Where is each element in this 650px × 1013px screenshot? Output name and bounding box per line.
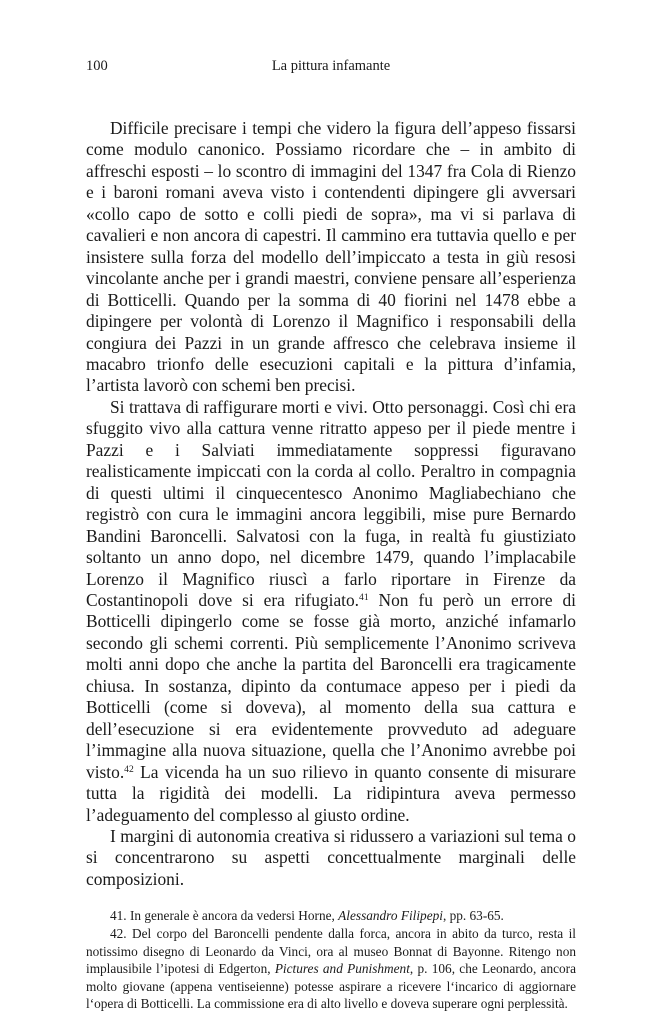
paragraph-3: I margini di autonomia creativa si ridussero a variazioni sul tema o si concentrarono su aspetti concettualmente marginali delle composizioni. (86, 825, 576, 889)
paragraph-2-part-3: La vicenda ha un suo rilievo in quanto consente di misurare tutta la rigidità dei modelli. La ridipintura aveva permesso l’adeguamento del complesso al giusto ordine. (86, 761, 576, 825)
body-text (86, 118, 576, 890)
paragraph-2-part-2: Non fu però un errore di Botticelli dipingerlo come se fosse già morto, anziché infamarlo secondo gli schemi correnti. Più semplicemente l’Anonimo scriveva molti anni dopo che anche la partita del Baroncelli era tragicamente chiusa. In sostanza, dipinto da contumace appeso per i piedi da Botticelli (come si doveva), al momento della sua cattura e dell’esecuzione si era evidentemente provveduto ad adeguare l’immagine alla nuova situazione, quella che l’Anonimo avrebbe poi visto. (86, 589, 576, 782)
footnote-text-end: , p. 106, che Leonardo, ancora molto giovane (appena ventiseienne) potesse aspirare a ricevere l‘incarico di aggiornare l‘opera di Botticelli. La commissione era di alto livello e doveva superare ogni perplessità. (86, 961, 576, 1012)
footnote-number: 42. (110, 925, 127, 941)
footnote-title: Alessandro Filipepi (338, 908, 443, 924)
footnote-ref-42: 42 (124, 763, 134, 775)
footnotes (86, 907, 576, 1013)
paragraph-2 (86, 397, 576, 826)
footnote-text: In generale è ancora da vedersi Horne, (129, 908, 339, 924)
paragraph-1: Difficile precisare i tempi che videro la figura dell’appeso fissarsi come modulo canonico. Possiamo ricordare che – in ambito di affreschi esposti – lo scontro di immagini del 1347 fra Cola di Rienzo e i baroni romani aveva visto i contendenti dipingere gli avversari «collo capo de sotto e colli piedi de sopra», ma vi si parlava di cavalieri e non ancora di capestri. Il cammino era tuttavia quello e per insistere sulla forza del modello dell’impiccato a testa in giù resosi vincolante anche per i grandi maestri, conviene pensare all’esperienza di Botticelli. Quando per la somma di 40 fiorini nel 1478 ebbe a dipingere per volontà di Lorenzo il Magnifico i responsabili della congiura dei Pazzi in un grande affresco che celebrava insieme il macabro trionfo delle esecuzioni capitali e la pittura d’infamia, l’artista lavorò con schemi ben precisi. (86, 118, 576, 396)
footnote-42 (86, 925, 576, 1013)
page-number: 100 (86, 58, 108, 74)
footnote-text-end: , pp. 63-65. (442, 908, 504, 924)
footnote-ref-41: 41 (359, 591, 369, 603)
running-title: La pittura infamante (271, 58, 391, 74)
footnote-text: Del corpo del Baroncelli pendente dalla forca, ancora in abito da turco, resta il notissimo disegno di Leonardo da Vinci, ora al museo Bonnat di Bayonne. Ritengo non implausibile l’ipotesi di Edgerton, (86, 925, 577, 977)
running-head (86, 58, 576, 80)
footnote-number: 41. (110, 908, 127, 924)
paragraph-2-part-1: Si trattava di raffigurare morti e vivi. Otto personaggi. Così chi era sfuggito vivo alla cattura venne ritratto appeso per il piede mentre i Pazzi e i Salviati immediatamente soppressi figuravano realisticamente impiccati con la corda al collo. Peraltro in compagnia di questi ultimi il cinquecentesco Anonimo Magliabechiano che registrò con cura le immagini ancora leggibili, mise pure Bernardo Bandini Baroncelli. Salvatosi con la fuga, in realtà fu giustiziato soltanto un anno dopo, nel dicembre 1479, quando l’implacabile Lorenzo il Magnifico riuscì a farlo riportare in Firenze da Costantinopoli dove si era rifugiato. (86, 396, 576, 610)
book-page (86, 58, 576, 1013)
footnote-title: Pictures and Punishment (274, 961, 410, 977)
